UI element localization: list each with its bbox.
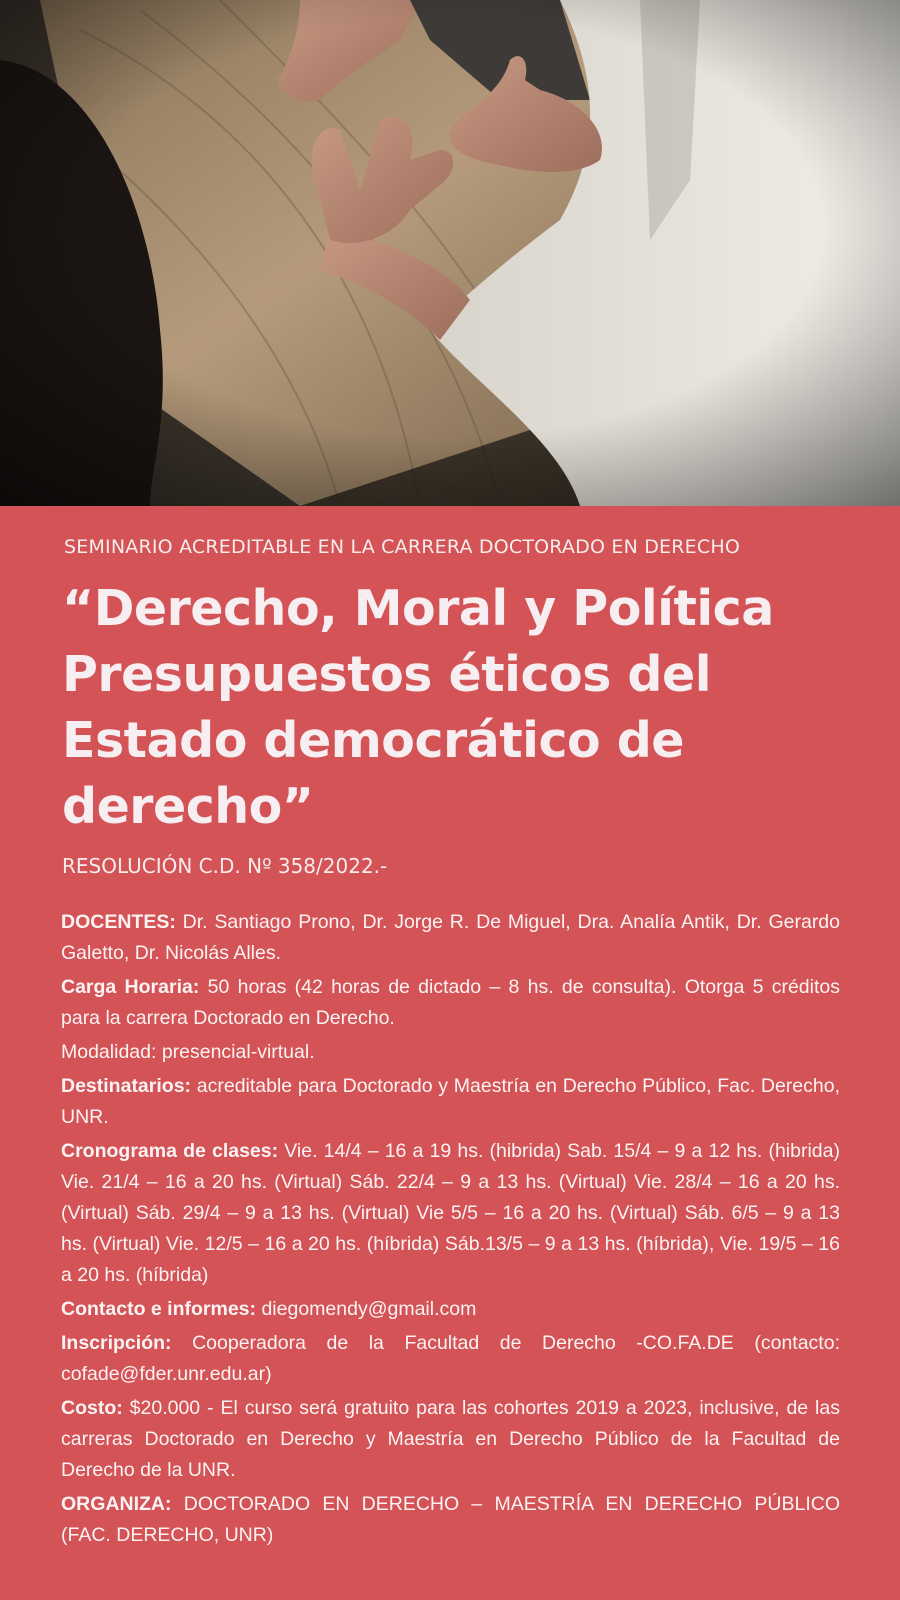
info-text: 50 horas (42 horas de dictado – 8 hs. de consulta). Otorga 5 créditos para la carrera Doctorado en Derecho.	[61, 976, 840, 1029]
info-text: Dr. Santiago Prono, Dr. Jorge R. De Miguel, Dra. Analía Antik, Dr. Gerardo Galetto, Dr. Nicolás Alles.	[61, 911, 840, 964]
info-label: DOCENTES:	[61, 911, 176, 933]
seminar-title	[62, 576, 862, 840]
info-label: Cronograma de clases:	[61, 1140, 279, 1162]
info-destinatarios	[61, 1071, 840, 1133]
info-docentes	[61, 907, 840, 969]
info-inscripcion	[61, 1328, 840, 1390]
info-text: acreditable para Doctorado y Maestría en Derecho Público, Fac. Derecho, UNR.	[61, 1075, 840, 1128]
info-modalidad	[61, 1037, 840, 1068]
info-carga-horaria	[61, 972, 840, 1034]
info-text: $20.000 - El curso será gratuito para las cohortes 2019 a 2023, inclusive, de las carreras Doctorado en Derecho y Maestría en Derecho Público de la Facultad de Derecho de la UNR.	[61, 1397, 840, 1481]
title-line: Estado democrático de	[62, 712, 685, 769]
info-text: diegomendy@gmail.com	[256, 1298, 477, 1320]
info-panel	[0, 506, 900, 1600]
title-line: derecho”	[62, 778, 314, 835]
title-line: “Derecho, Moral y Política	[62, 580, 774, 637]
info-list	[61, 907, 840, 1554]
info-label: Inscripción:	[61, 1332, 172, 1354]
info-contacto	[61, 1294, 840, 1325]
seminar-kicker: SEMINARIO ACREDITABLE EN LA CARRERA DOCTORADO EN DERECHO	[64, 536, 740, 558]
info-label: Carga Horaria:	[61, 976, 200, 998]
info-text: Modalidad: presencial-virtual.	[61, 1041, 315, 1063]
info-label: Contacto e informes:	[61, 1298, 257, 1320]
info-cronograma	[61, 1136, 840, 1291]
info-label: Costo:	[61, 1397, 123, 1419]
info-label: ORGANIZA:	[61, 1493, 172, 1515]
resolution-number: RESOLUCIÓN C.D. Nº 358/2022.-	[62, 854, 388, 878]
info-text: Vie. 14/4 – 16 a 19 hs. (hibrida) Sab. 15/4 – 9 a 12 hs. (hibrida) Vie. 21/4 – 16 a 20 hs. (Virtual) Sáb. 22/4 – 9 a 13 hs. (Virtual) Vie. 28/4 – 16 a 20 hs. (Virtual) Sáb. 29/4 – 9 a 13 hs. (Virtual) Vie 5/5 – 16 a 20 hs. (Virtual) Sáb. 6/5 – 9 a 13 hs. (Virtual) Vie. 12/5 – 16 a 20 hs. (híbrida) Sáb.13/5 – 9 a 13 hs. (híbrida), Vie. 19/5 – 16 a 20 hs. (híbrida)	[61, 1140, 840, 1286]
info-text: Cooperadora de la Facultad de Derecho -CO.FA.DE (contacto: cofade@fder.unr.edu.ar)	[61, 1332, 840, 1385]
info-organiza	[61, 1489, 840, 1551]
info-costo	[61, 1393, 840, 1486]
title-line: Presupuestos éticos del	[62, 646, 712, 703]
info-text: DOCTORADO EN DERECHO – MAESTRÍA EN DERECHO PÚBLICO (FAC. DERECHO, UNR)	[61, 1493, 840, 1546]
info-label: Destinatarios:	[61, 1075, 192, 1097]
header-photo	[0, 0, 900, 506]
